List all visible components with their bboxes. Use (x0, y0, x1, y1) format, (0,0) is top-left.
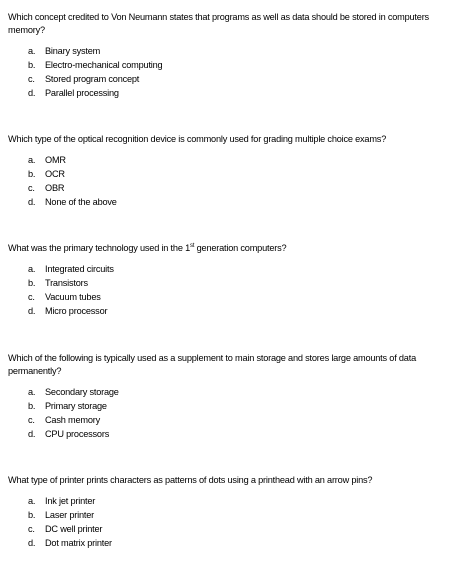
option-letter: d. (28, 87, 36, 98)
option-text: Integrated circuits (45, 264, 114, 274)
options-list (8, 495, 468, 551)
options-list (8, 154, 468, 210)
option-text: Laser printer (45, 509, 94, 520)
option-letter: d. (28, 305, 36, 316)
option-a (8, 386, 468, 400)
options-list (8, 263, 468, 319)
option-letter: a. (28, 496, 36, 506)
option-letter: c. (28, 291, 35, 302)
option-text: Ink jet printer (45, 496, 96, 506)
option-text: Stored program concept (45, 73, 140, 84)
option-d (8, 428, 468, 442)
question-text: Which concept credited to Von Neumann states that programs as well as data should be stored in computers memory? (8, 12, 429, 35)
options-list (8, 45, 468, 101)
question-text: Which of the following is typically used as a supplement to main storage and stores large amounts of data permanently? (8, 353, 416, 376)
option-text: Micro processor (45, 305, 108, 316)
option-c (8, 291, 468, 305)
option-text: Secondary storage (45, 387, 119, 397)
option-b (8, 168, 468, 182)
option-c (8, 73, 468, 87)
option-d (8, 196, 468, 210)
option-text: None of the above (45, 196, 117, 207)
question-text: Which type of the optical recognition device is commonly used for grading multiple choice exams? (8, 134, 387, 144)
question-1 (8, 11, 468, 101)
option-a (8, 495, 468, 509)
question-text (8, 242, 468, 255)
option-text: Primary storage (45, 400, 107, 411)
question-5 (8, 474, 468, 551)
option-d (8, 87, 468, 101)
option-letter: a. (28, 387, 36, 397)
option-text: OMR (45, 155, 66, 165)
option-letter: d. (28, 428, 36, 439)
option-c (8, 523, 468, 537)
option-text: OCR (45, 168, 65, 179)
option-b (8, 509, 468, 523)
option-letter: b. (28, 400, 36, 411)
option-d (8, 537, 468, 551)
option-letter: c. (28, 414, 35, 425)
option-text: Transistors (45, 277, 88, 288)
option-b (8, 277, 468, 291)
question-3 (8, 242, 468, 319)
option-c (8, 182, 468, 196)
option-letter: b. (28, 509, 36, 520)
option-a (8, 154, 468, 168)
option-text: Electro-mechanical computing (45, 59, 163, 70)
option-text: Cash memory (45, 414, 100, 425)
option-b (8, 400, 468, 414)
option-a (8, 263, 468, 277)
question-4 (8, 352, 468, 442)
option-letter: b. (28, 277, 36, 288)
option-text: Parallel processing (45, 87, 119, 98)
option-a (8, 45, 468, 59)
option-letter: d. (28, 537, 36, 548)
option-text: CPU processors (45, 428, 110, 439)
option-d (8, 305, 468, 319)
option-text: Dot matrix printer (45, 537, 112, 548)
option-b (8, 59, 468, 73)
option-text: OBR (45, 182, 65, 193)
option-letter: a. (28, 155, 36, 165)
ordinal-superscript: st (190, 242, 195, 249)
option-c (8, 414, 468, 428)
option-letter: c. (28, 182, 35, 193)
option-text: Binary system (45, 46, 101, 56)
question-text-end: generation computers? (194, 243, 287, 253)
option-letter: d. (28, 196, 36, 207)
option-letter: b. (28, 59, 36, 70)
question-2 (8, 133, 468, 210)
options-list (8, 386, 468, 442)
option-letter: a. (28, 46, 36, 56)
option-text: DC well printer (45, 523, 103, 534)
option-text: Vacuum tubes (45, 291, 101, 302)
option-letter: a. (28, 264, 36, 274)
option-letter: c. (28, 523, 35, 534)
option-letter: b. (28, 168, 36, 179)
question-text: What type of printer prints characters as patterns of dots using a printhead with an arrow pins? (8, 475, 373, 485)
question-text-start: What was the primary technology used in the 1 (8, 243, 190, 253)
option-letter: c. (28, 73, 35, 84)
